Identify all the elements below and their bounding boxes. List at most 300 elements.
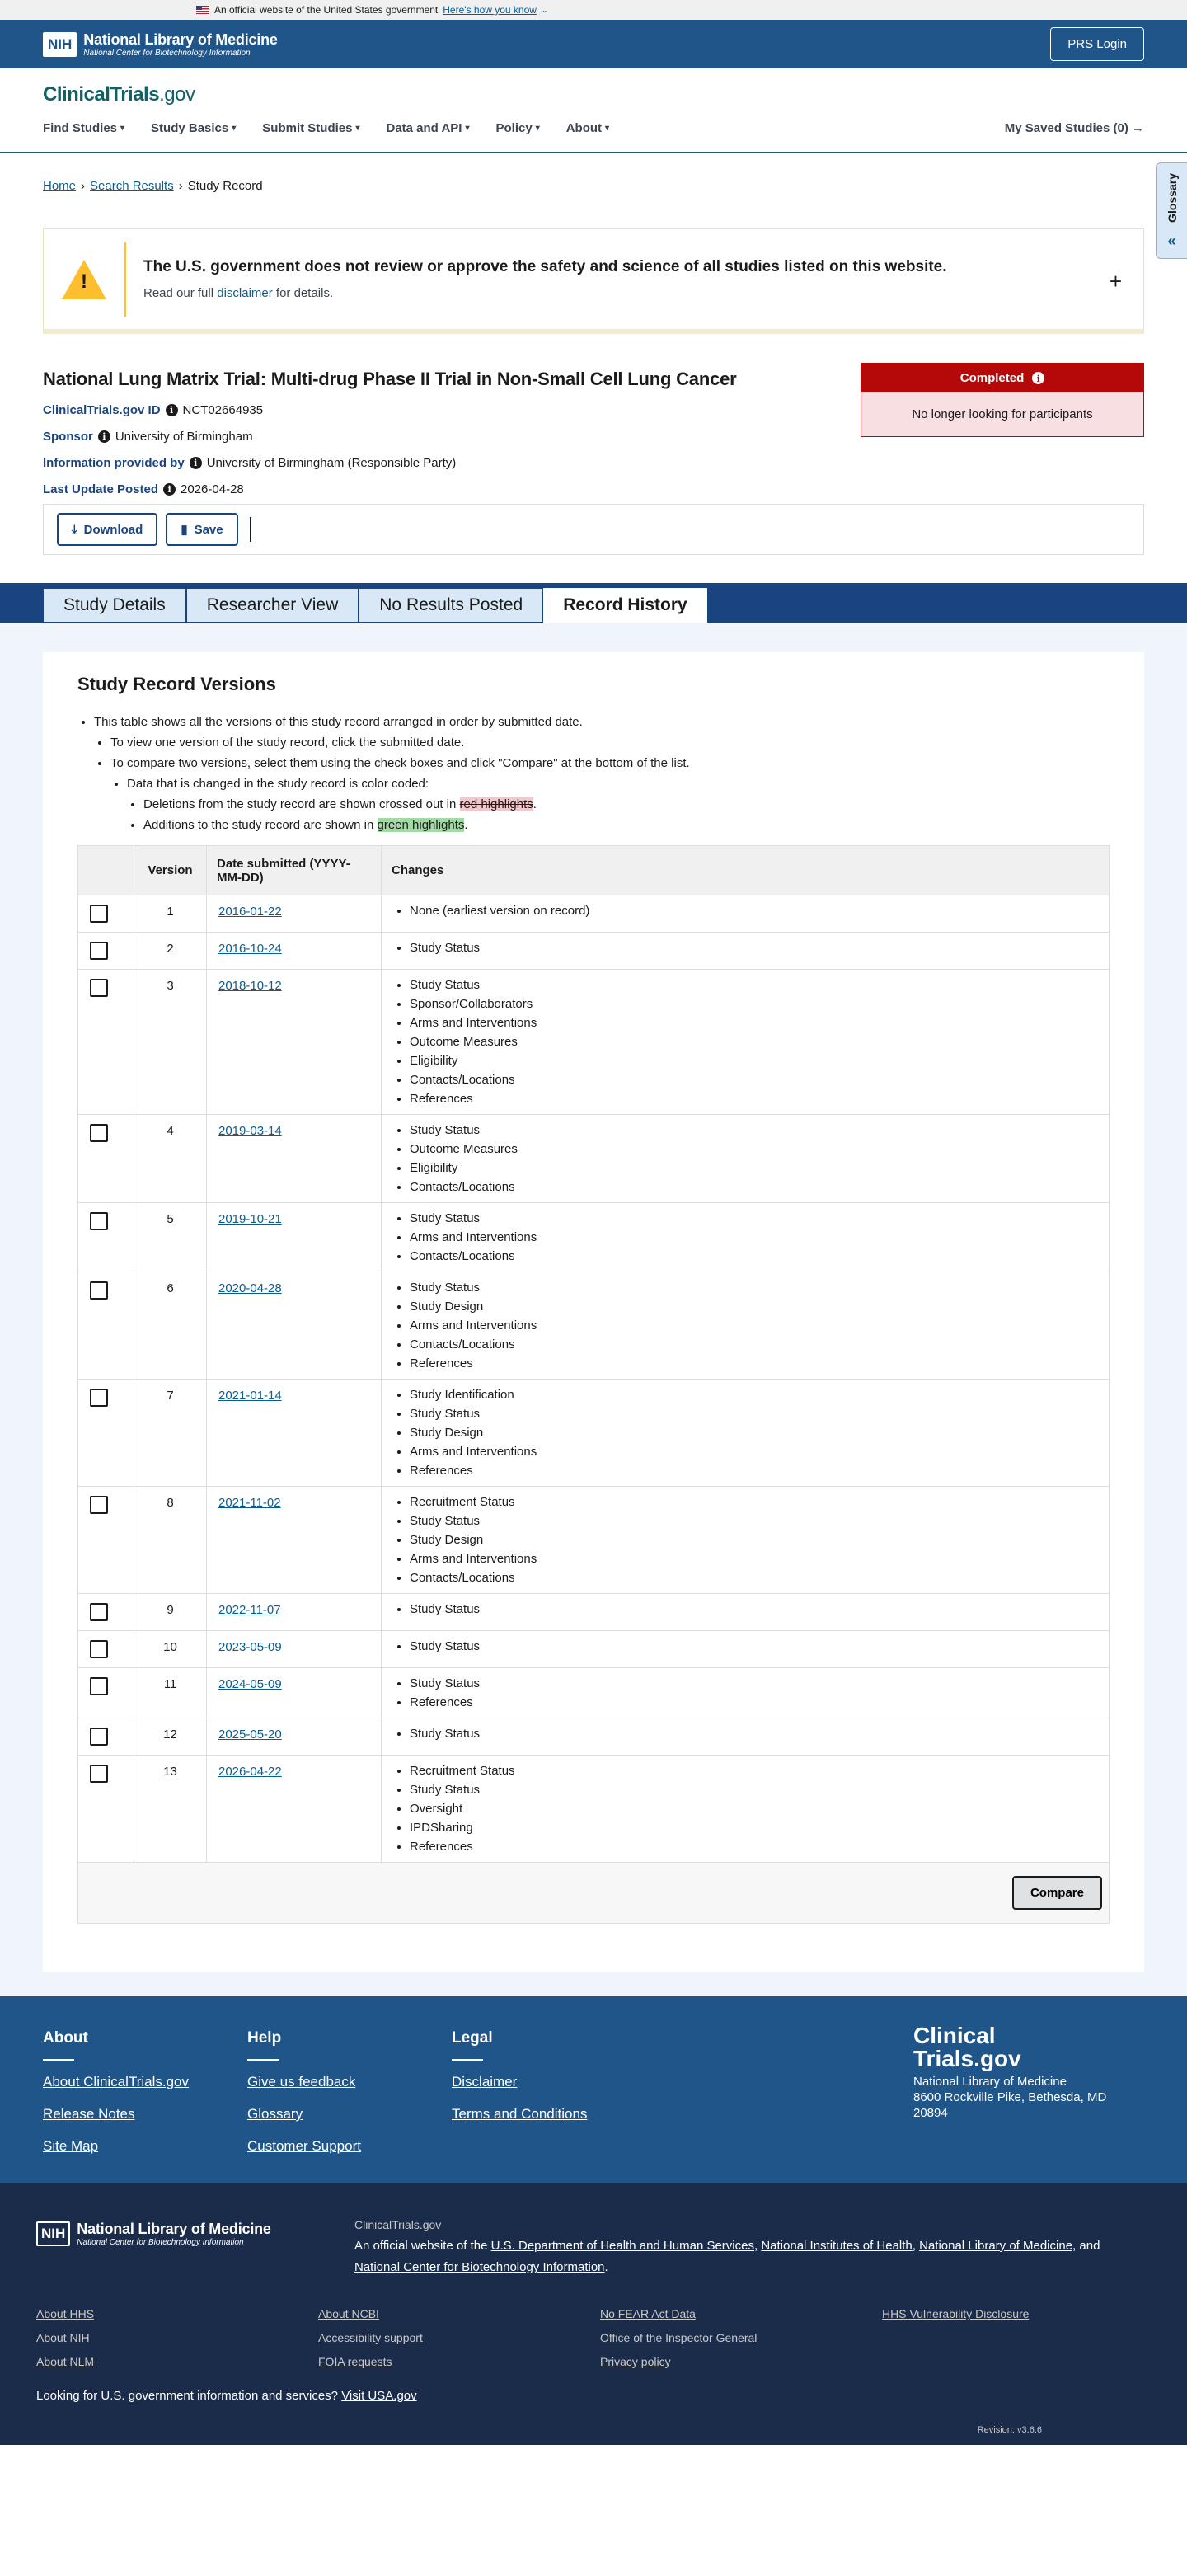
nav-label: Study Basics (151, 121, 229, 135)
footer-col-about (43, 2029, 189, 2170)
bookmark-icon: ▮ (181, 523, 188, 537)
divider (452, 2059, 483, 2061)
changes-cell (382, 1203, 1110, 1272)
change-item: • Study Status (410, 1515, 1097, 1527)
link-about-hhs[interactable]: About HHS (36, 2307, 95, 2320)
nih-link[interactable]: National Institutes of Health (761, 2239, 913, 2253)
sponsor-label: Sponsor (43, 430, 93, 444)
changes-list (393, 1124, 1097, 1193)
warning-icon: ! (62, 260, 106, 299)
change-item: • Contacts/Locations (410, 1074, 1097, 1086)
changes-list (393, 1640, 1097, 1652)
change-item: • Contacts/Locations (410, 1250, 1097, 1262)
version-date-link[interactable]: 2022-11-07 (218, 1603, 281, 1617)
last-update-label: Last Update Posted (43, 482, 159, 496)
changes-list (393, 905, 1097, 917)
download-button[interactable] (57, 513, 157, 546)
date-cell (207, 1203, 382, 1272)
footer-link-disclaimer[interactable]: Disclaimer (452, 2074, 518, 2089)
changes-list (393, 1728, 1097, 1740)
col-date: Date submitted (YYYY-MM-DD) (207, 846, 382, 895)
col-select (78, 846, 134, 895)
deletions-text: Deletions from the study record are shown crossed out in (143, 797, 457, 811)
version-number: 5 (134, 1203, 207, 1272)
version-checkbox[interactable] (90, 1212, 108, 1230)
ncbi-link[interactable]: National Center for Biotechnology Information (354, 2260, 605, 2274)
version-number: 7 (134, 1380, 207, 1487)
select-cell (78, 1487, 134, 1594)
version-date-link[interactable]: 2019-10-21 (218, 1212, 282, 1226)
version-date-link[interactable]: 2026-04-22 (218, 1765, 282, 1779)
chevron-right-icon: › (81, 178, 86, 193)
version-number: 8 (134, 1487, 207, 1594)
footer-logo[interactable] (913, 2024, 1021, 2071)
date-cell (207, 1668, 382, 1718)
breadcrumb-search-results[interactable]: Search Results (90, 178, 174, 193)
table-row (78, 933, 1110, 970)
select-cell (78, 1272, 134, 1380)
usa-gov-link[interactable]: Visit USA.gov (341, 2389, 417, 2403)
date-cell (207, 970, 382, 1115)
breadcrumb-home[interactable]: Home (43, 178, 77, 193)
compare-row (78, 1863, 1110, 1924)
changes-cell (382, 1631, 1110, 1668)
nlm-logo[interactable] (43, 31, 278, 58)
select-cell (78, 1594, 134, 1631)
version-date-link[interactable]: 2016-01-22 (218, 905, 282, 919)
table-row (78, 1668, 1110, 1718)
version-checkbox[interactable] (90, 942, 108, 960)
version-date-link[interactable]: 2018-10-12 (218, 979, 282, 993)
nav-data-and-api[interactable] (387, 121, 470, 135)
tab-researcher-view[interactable]: Researcher View (186, 588, 359, 623)
compare-button[interactable]: Compare (1012, 1876, 1102, 1910)
footer-link-feedback[interactable]: Give us feedback (247, 2074, 356, 2089)
link-about-ncbi[interactable]: About NCBI (318, 2307, 379, 2320)
divider (250, 517, 251, 542)
tab-record-history[interactable]: Record History (543, 585, 707, 623)
version-checkbox[interactable] (90, 1124, 108, 1142)
change-item: • Oversight (410, 1803, 1097, 1815)
usa-pre: Looking for U.S. government information and services? (36, 2389, 339, 2403)
study-header (43, 369, 1144, 496)
version-date-link[interactable]: 2019-03-14 (218, 1124, 282, 1138)
footer-link-glossary[interactable]: Glossary (247, 2106, 303, 2122)
info-provided-value: University of Birmingham (Responsible Party) (206, 456, 457, 470)
change-item: • Recruitment Status (410, 1765, 1097, 1777)
info-icon[interactable]: i (190, 457, 202, 469)
nav-submit-studies[interactable] (262, 121, 359, 135)
date-cell (207, 895, 382, 933)
double-chevron-left-icon: « (1167, 232, 1176, 249)
instruction-item (143, 797, 1110, 811)
table-row (78, 970, 1110, 1115)
chevron-down-icon: ⌄ (541, 5, 548, 14)
select-cell (78, 1203, 134, 1272)
date-cell (207, 1756, 382, 1863)
col-version: Version (134, 846, 207, 895)
link-vulnerability[interactable]: HHS Vulnerability Disclosure (882, 2307, 1030, 2320)
table-row (78, 1115, 1110, 1203)
version-checkbox[interactable] (90, 1496, 108, 1514)
version-number: 6 (134, 1272, 207, 1380)
changes-cell (382, 1272, 1110, 1380)
date-cell (207, 1380, 382, 1487)
download-label: Download (83, 522, 143, 537)
alert-text (143, 286, 947, 300)
instruction-item: • To view one version of the study record, click the submitted date. (110, 736, 1110, 750)
nav-study-basics[interactable] (151, 121, 236, 135)
change-item: • Contacts/Locations (410, 1572, 1097, 1584)
footer-nlm-logo[interactable] (36, 2221, 271, 2247)
study-tabs (0, 583, 1187, 623)
chevron-down-icon: ▾ (605, 124, 610, 133)
change-item: • Arms and Interventions (410, 1319, 1097, 1332)
saved-label: My Saved Studies (0) (1004, 121, 1128, 135)
change-item: • Arms and Interventions (410, 1017, 1097, 1029)
sponsor-value: University of Birmingham (115, 430, 253, 444)
changes-list (393, 1389, 1097, 1477)
chevron-down-icon: ▾ (355, 124, 360, 133)
nav-label: Find Studies (43, 121, 117, 135)
footer-link-release-notes[interactable]: Release Notes (43, 2106, 135, 2122)
main-content (0, 623, 1187, 1996)
instruction-item (143, 818, 1110, 832)
site-header (0, 68, 1187, 153)
changes-cell (382, 1594, 1110, 1631)
changes-list (393, 1496, 1097, 1584)
change-item: • Study Status (410, 942, 1097, 954)
nih-logo-mark: NIH (36, 2221, 70, 2246)
chevron-right-icon: › (178, 178, 183, 193)
change-item: • Study Status (410, 1784, 1097, 1796)
col-changes: Changes (382, 846, 1110, 895)
red-highlight-sample: red highlights (459, 797, 533, 811)
changes-cell (382, 1718, 1110, 1756)
link-no-fear[interactable]: No FEAR Act Data (600, 2307, 696, 2320)
change-item: • Study Status (410, 979, 1097, 991)
changes-list (393, 1603, 1097, 1615)
change-item: • References (410, 1093, 1097, 1105)
version-number: 2 (134, 933, 207, 970)
green-highlight-sample: green highlights (377, 818, 465, 832)
nlm-link[interactable]: National Library of Medicine (919, 2239, 1073, 2253)
nlm-header (0, 20, 1187, 68)
change-item: • Study Identification (410, 1389, 1097, 1401)
version-checkbox[interactable] (90, 1389, 108, 1407)
us-flag-icon (196, 6, 209, 14)
change-item: • Study Design (410, 1427, 1097, 1439)
change-item: • Study Status (410, 1212, 1097, 1225)
hhs-link[interactable]: U.S. Department of Health and Human Services (490, 2239, 754, 2253)
version-number: 11 (134, 1668, 207, 1718)
prs-login-button[interactable]: PRS Login (1050, 27, 1144, 61)
select-cell (78, 1668, 134, 1718)
instructions-list (77, 715, 1110, 832)
nav-policy[interactable] (496, 121, 540, 135)
change-item: • Sponsor/Collaborators (410, 998, 1097, 1010)
address-line: National Library of Medicine (913, 2075, 1067, 2089)
save-button[interactable] (166, 513, 237, 546)
address-line: 8600 Rockville Pike, Bethesda, MD (913, 2090, 1107, 2104)
footer-logo-line2: Trials.gov (913, 2046, 1021, 2071)
heres-how-you-know-link[interactable]: Here's how you know (443, 4, 537, 16)
changes-list (393, 1281, 1097, 1370)
tab-study-details[interactable]: Study Details (43, 588, 186, 623)
nav-label: Policy (495, 121, 533, 135)
changes-list (393, 1765, 1097, 1853)
change-item: • Arms and Interventions (410, 1553, 1097, 1565)
footer-nlm (0, 2183, 1187, 2445)
table-row (78, 1631, 1110, 1668)
changes-cell (382, 895, 1110, 933)
change-item: • Study Design (410, 1300, 1097, 1313)
breadcrumb (0, 153, 1187, 200)
table-row (78, 1594, 1110, 1631)
glossary-tab[interactable] (1156, 162, 1187, 259)
change-item: • Contacts/Locations (410, 1181, 1097, 1193)
arrow-right-icon: → (1132, 121, 1144, 135)
version-number: 13 (134, 1756, 207, 1863)
footer-link-about[interactable]: About ClinicalTrials.gov (43, 2074, 189, 2089)
version-date-link[interactable]: 2016-10-24 (218, 942, 282, 956)
footer-links-col (600, 2302, 757, 2374)
change-item: • References (410, 1840, 1097, 1853)
select-cell (78, 1718, 134, 1756)
version-number: 3 (134, 970, 207, 1115)
table-row (78, 1203, 1110, 1272)
version-number: 4 (134, 1115, 207, 1203)
footer-heading: About (43, 2029, 88, 2047)
nlm-title: National Library of Medicine (77, 2221, 271, 2237)
study-id: NCT02664935 (182, 403, 264, 417)
change-item: • None (earliest version on record) (410, 905, 1097, 917)
version-number: 1 (134, 895, 207, 933)
nlm-subtitle: National Center for Biotechnology Information (83, 48, 251, 58)
version-checkbox[interactable] (90, 1728, 108, 1746)
footer-site-name: ClinicalTrials.gov (354, 2218, 442, 2231)
select-cell (78, 1115, 134, 1203)
version-number: 10 (134, 1631, 207, 1668)
footer-logo-line1: Clinical (913, 2023, 996, 2048)
link-inspector-general[interactable]: Office of the Inspector General (600, 2331, 758, 2344)
date-cell (207, 1115, 382, 1203)
punct: . (533, 797, 537, 811)
select-cell (78, 1756, 134, 1863)
footer-links-col (36, 2302, 94, 2374)
change-item: • Arms and Interventions (410, 1231, 1097, 1243)
footer-official-text: ClinicalTrials.gov An official website of the U.S. Department of Health and Human Services, National Institutes of Health, National Library of Medicine, and National Center for Biotechnology Information. (354, 2214, 1146, 2278)
version-checkbox[interactable] (90, 979, 108, 997)
change-item: • Study Status (410, 1124, 1097, 1136)
change-item: • Study Status (410, 1640, 1097, 1652)
expand-plus-icon[interactable]: + (1109, 269, 1122, 294)
chevron-down-icon: ▾ (232, 124, 237, 133)
version-checkbox[interactable] (90, 1281, 108, 1300)
change-item: • References (410, 1357, 1097, 1370)
changes-cell (382, 1115, 1110, 1203)
change-item: • References (410, 1464, 1097, 1477)
link-privacy[interactable]: Privacy policy (600, 2355, 671, 2368)
gov-banner (0, 0, 1187, 20)
versions-table (77, 845, 1110, 1924)
change-item: • Eligibility (410, 1162, 1097, 1174)
versions-card (43, 652, 1144, 1972)
my-saved-studies-link[interactable] (1005, 121, 1144, 135)
footer-link-support[interactable]: Customer Support (247, 2138, 361, 2154)
table-row (78, 1380, 1110, 1487)
date-cell (207, 1631, 382, 1668)
change-item: • Arms and Interventions (410, 1445, 1097, 1458)
change-item: • Outcome Measures (410, 1143, 1097, 1155)
instruction-item: • To compare two versions, select them using the check boxes and click "Compare" at the bottom of the list. (110, 756, 1110, 770)
version-checkbox[interactable] (90, 905, 108, 923)
change-item: • Outcome Measures (410, 1036, 1097, 1048)
study-title: National Lung Matrix Trial: Multi-drug Phase II Trial in Non-Small Cell Lung Cancer (43, 369, 737, 389)
version-checkbox[interactable] (90, 1640, 108, 1658)
changes-cell (382, 1487, 1110, 1594)
link-accessibility[interactable]: Accessibility support (318, 2331, 423, 2344)
change-item: • Eligibility (410, 1055, 1097, 1067)
date-cell (207, 933, 382, 970)
footer-col-legal (452, 2029, 587, 2138)
date-cell (207, 1487, 382, 1594)
change-item: • Study Design (410, 1534, 1097, 1546)
date-cell (207, 1594, 382, 1631)
version-number: 9 (134, 1594, 207, 1631)
study-id-label: ClinicalTrials.gov ID (43, 403, 161, 417)
changes-cell (382, 1668, 1110, 1718)
and-text: and (1079, 2239, 1100, 2253)
divider (247, 2059, 279, 2061)
footer-links-col (882, 2302, 1029, 2326)
logo-text-a: ClinicalTrials (43, 83, 160, 106)
change-item: • Study Status (410, 1408, 1097, 1420)
nav-find-studies[interactable] (43, 121, 124, 135)
change-item: • References (410, 1696, 1097, 1709)
disclaimer-link[interactable]: disclaimer (217, 286, 273, 300)
punct: . (464, 818, 468, 832)
additions-text: Additions to the study record are shown in (143, 818, 374, 832)
nih-logo-mark: NIH (43, 32, 77, 57)
change-item: • Study Status (410, 1281, 1097, 1294)
changes-list (393, 1677, 1097, 1709)
footer-main (0, 1996, 1187, 2183)
link-about-nlm[interactable]: About NLM (36, 2355, 95, 2368)
table-row (78, 1487, 1110, 1594)
version-date-link[interactable]: 2025-05-20 (218, 1728, 282, 1742)
select-cell (78, 933, 134, 970)
version-checkbox[interactable] (90, 1765, 108, 1783)
alert-heading: The U.S. government does not review or approve the safety and science of all studies listed on this website. (143, 258, 947, 275)
changes-list (393, 942, 1097, 954)
table-row (78, 1718, 1110, 1756)
breadcrumb-current: Study Record (187, 178, 263, 193)
select-cell (78, 970, 134, 1115)
table-row (78, 1272, 1110, 1380)
status-badge (861, 363, 1144, 437)
disclaimer-alert (43, 228, 1144, 334)
gov-banner-text: An official website of the United States government (214, 4, 439, 16)
change-item: • Contacts/Locations (410, 1338, 1097, 1351)
changes-cell (382, 933, 1110, 970)
info-provided-label: Information provided by (43, 456, 185, 470)
save-label: Save (194, 522, 223, 537)
nlm-title: National Library of Medicine (83, 31, 278, 48)
change-item: • IPDSharing (410, 1822, 1097, 1834)
status-label: Completed (959, 370, 1025, 385)
info-icon[interactable]: i (1032, 372, 1044, 384)
main-nav (43, 121, 636, 135)
instruction-item: • Data that is changed in the study record is color coded: (127, 777, 1110, 791)
version-checkbox[interactable] (90, 1603, 108, 1621)
change-item: • Study Status (410, 1603, 1097, 1615)
change-item: • Study Status (410, 1728, 1097, 1740)
version-checkbox[interactable] (90, 1677, 108, 1695)
version-date-link[interactable]: 2020-04-28 (218, 1281, 282, 1295)
action-bar (43, 504, 1144, 555)
version-number: 12 (134, 1718, 207, 1756)
version-date-link[interactable]: 2021-11-02 (218, 1496, 281, 1510)
changes-list (393, 1212, 1097, 1262)
footer-col-help (247, 2029, 361, 2170)
select-cell (78, 1631, 134, 1668)
revision-text: Revision: v3.6.6 (977, 2425, 1042, 2435)
changes-cell (382, 970, 1110, 1115)
alert-text-pre: Read our full (143, 286, 214, 300)
glossary-label: Glossary (1165, 173, 1179, 223)
footer-heading: Help (247, 2029, 282, 2047)
nlm-subtitle: National Center for Biotechnology Information (77, 2238, 244, 2247)
version-date-link[interactable]: 2021-01-14 (218, 1389, 282, 1403)
status-subtext: No longer looking for participants (861, 392, 1143, 436)
chevron-down-icon: ▾ (465, 124, 470, 133)
changes-cell (382, 1380, 1110, 1487)
instruction-item: • This table shows all the versions of this study record arranged in order by submitted date. (94, 715, 1110, 729)
change-item: • Study Status (410, 1677, 1097, 1690)
nav-label: Submit Studies (262, 121, 353, 135)
version-date-link[interactable]: 2024-05-09 (218, 1677, 282, 1691)
date-cell (207, 1272, 382, 1380)
usa-gov-line (36, 2389, 417, 2403)
versions-title: Study Record Versions (77, 674, 276, 694)
alert-text-post: for details. (275, 286, 334, 300)
footer-link-terms[interactable]: Terms and Conditions (452, 2106, 588, 2122)
footer-address (913, 2074, 1106, 2121)
info-icon[interactable]: i (163, 483, 176, 496)
info-icon[interactable]: i (98, 430, 110, 443)
nav-about[interactable] (566, 121, 609, 135)
select-cell (78, 1380, 134, 1487)
date-cell (207, 1718, 382, 1756)
tab-no-results-posted[interactable]: No Results Posted (359, 588, 543, 623)
official-pre: An official website of the (354, 2239, 488, 2253)
last-update-value: 2026-04-28 (181, 482, 244, 496)
info-icon[interactable]: i (166, 404, 178, 416)
link-foia[interactable]: FOIA requests (318, 2355, 392, 2368)
download-icon: ⤓ (72, 522, 77, 537)
chevron-down-icon: ▾ (120, 124, 125, 133)
nav-label: About (565, 121, 603, 135)
footer-link-site-map[interactable]: Site Map (43, 2138, 99, 2154)
table-row (78, 1756, 1110, 1863)
clinicaltrials-logo[interactable] (43, 83, 195, 106)
version-date-link[interactable]: 2023-05-09 (218, 1640, 282, 1654)
table-row (78, 895, 1110, 933)
link-about-nih[interactable]: About NIH (36, 2331, 90, 2344)
divider (43, 2059, 74, 2061)
footer-links-col (318, 2302, 423, 2374)
